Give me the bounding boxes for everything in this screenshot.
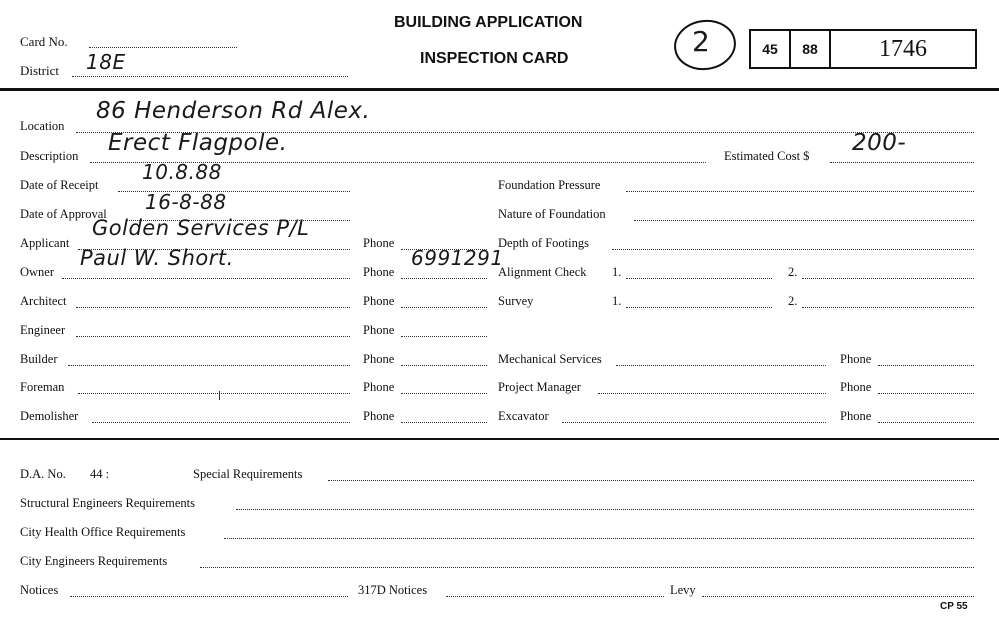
applicant-value: Golden Services P/L [92,216,310,240]
depth-footings-label: Depth of Footings [498,236,589,250]
survey-num1: 1. [612,294,622,308]
demolisher-phone-label: Phone [363,409,395,423]
alignment-line2 [802,278,974,279]
owner-line [62,278,350,279]
pen-mark [219,391,220,400]
location-value: 86 Henderson Rd Alex. [96,98,371,124]
project-manager-line [598,393,826,394]
header-divider [0,88,999,91]
date-receipt-label: Date of Receipt [20,178,99,192]
notices-317d-label: 317D Notices [358,583,428,597]
alignment-num1: 1. [612,265,622,279]
date-receipt-value: 10.8.88 [142,160,222,184]
structural-line [236,509,974,510]
owner-label: Owner [20,265,55,279]
location-label: Location [20,119,65,133]
da-no-label: D.A. No. [20,467,66,481]
form-title-line2: INSPECTION CARD [420,50,569,67]
builder-line [68,365,350,366]
survey-num2: 2. [788,294,798,308]
owner-value: Paul W. Short. [80,246,234,270]
architect-phone-label: Phone [363,294,395,308]
architect-label: Architect [20,294,67,308]
circled-mark-value: 2 [692,25,711,58]
project-manager-label: Project Manager [498,380,581,394]
depth-footings-line [612,249,974,250]
structural-label: Structural Engineers Requirements [20,496,195,510]
levy-line [702,596,974,597]
builder-phone-line [401,365,487,366]
estimated-cost-label: Estimated Cost $ [724,149,810,163]
city-engineers-label: City Engineers Requirements [20,554,168,568]
nature-foundation-label: Nature of Foundation [498,207,606,221]
mechanical-line [616,365,826,366]
estimated-cost-line [830,162,974,163]
engineer-line [76,336,350,337]
card-no-dotted-line [89,47,237,48]
code-box-mid: 88 [789,29,831,69]
health-label: City Health Office Requirements [20,525,186,539]
form-title-line1: BUILDING APPLICATION [394,14,583,31]
mechanical-label: Mechanical Services [498,352,602,366]
description-label: Description [20,149,79,163]
da-no-value: 44 : [90,467,110,481]
alignment-check-label: Alignment Check [498,265,587,279]
excavator-phone-line [878,422,974,423]
alignment-line1 [626,278,772,279]
district-value: 18E [86,50,126,74]
district-label: District [20,63,59,78]
mechanical-phone-line [878,365,974,366]
engineer-phone-label: Phone [363,323,395,337]
card-no-label: Card No. [20,34,68,49]
date-approval-value: 16-8-88 [145,190,227,214]
architect-line [76,307,350,308]
applicant-label: Applicant [20,236,70,250]
builder-label: Builder [20,352,58,366]
estimated-cost-value: 200- [852,130,907,156]
excavator-phone-label: Phone [840,409,872,423]
survey-line1 [626,307,772,308]
foundation-pressure-line [626,191,974,192]
circled-mark [672,14,738,74]
owner-phone-line [401,278,487,279]
notices-label: Notices [20,583,59,597]
foreman-label: Foreman [20,380,65,394]
notices-line [70,596,348,597]
section-divider [0,438,999,440]
district-dotted-line [72,76,348,77]
special-requirements-line [328,480,974,481]
special-requirements-label: Special Requirements [193,467,303,481]
excavator-line [562,422,826,423]
engineer-label: Engineer [20,323,66,337]
levy-label: Levy [670,583,696,597]
survey-label: Survey [498,294,534,308]
project-manager-phone-label: Phone [840,380,872,394]
code-box-left: 45 [749,29,791,69]
foreman-phone-label: Phone [363,380,395,394]
owner-phone-value: 6991291 [411,246,504,270]
foundation-pressure-label: Foundation Pressure [498,178,601,192]
demolisher-label: Demolisher [20,409,79,423]
notices-317d-line [446,596,664,597]
applicant-phone-label: Phone [363,236,395,250]
owner-phone-label: Phone [363,265,395,279]
description-value: Erect Flagpole. [108,130,288,156]
foreman-line [78,393,350,394]
form-code: CP 55 [940,601,968,612]
engineer-phone-line [401,336,487,337]
survey-line2 [802,307,974,308]
builder-phone-label: Phone [363,352,395,366]
date-approval-label: Date of Approval [20,207,107,221]
excavator-label: Excavator [498,409,549,423]
health-line [224,538,974,539]
foreman-phone-line [401,393,487,394]
project-manager-phone-line [878,393,974,394]
alignment-num2: 2. [788,265,798,279]
city-engineers-line [200,567,974,568]
nature-foundation-line [634,220,974,221]
architect-phone-line [401,307,487,308]
mechanical-phone-label: Phone [840,352,872,366]
card-number-box: 1746 [829,29,977,69]
demolisher-phone-line [401,422,487,423]
demolisher-line [92,422,350,423]
